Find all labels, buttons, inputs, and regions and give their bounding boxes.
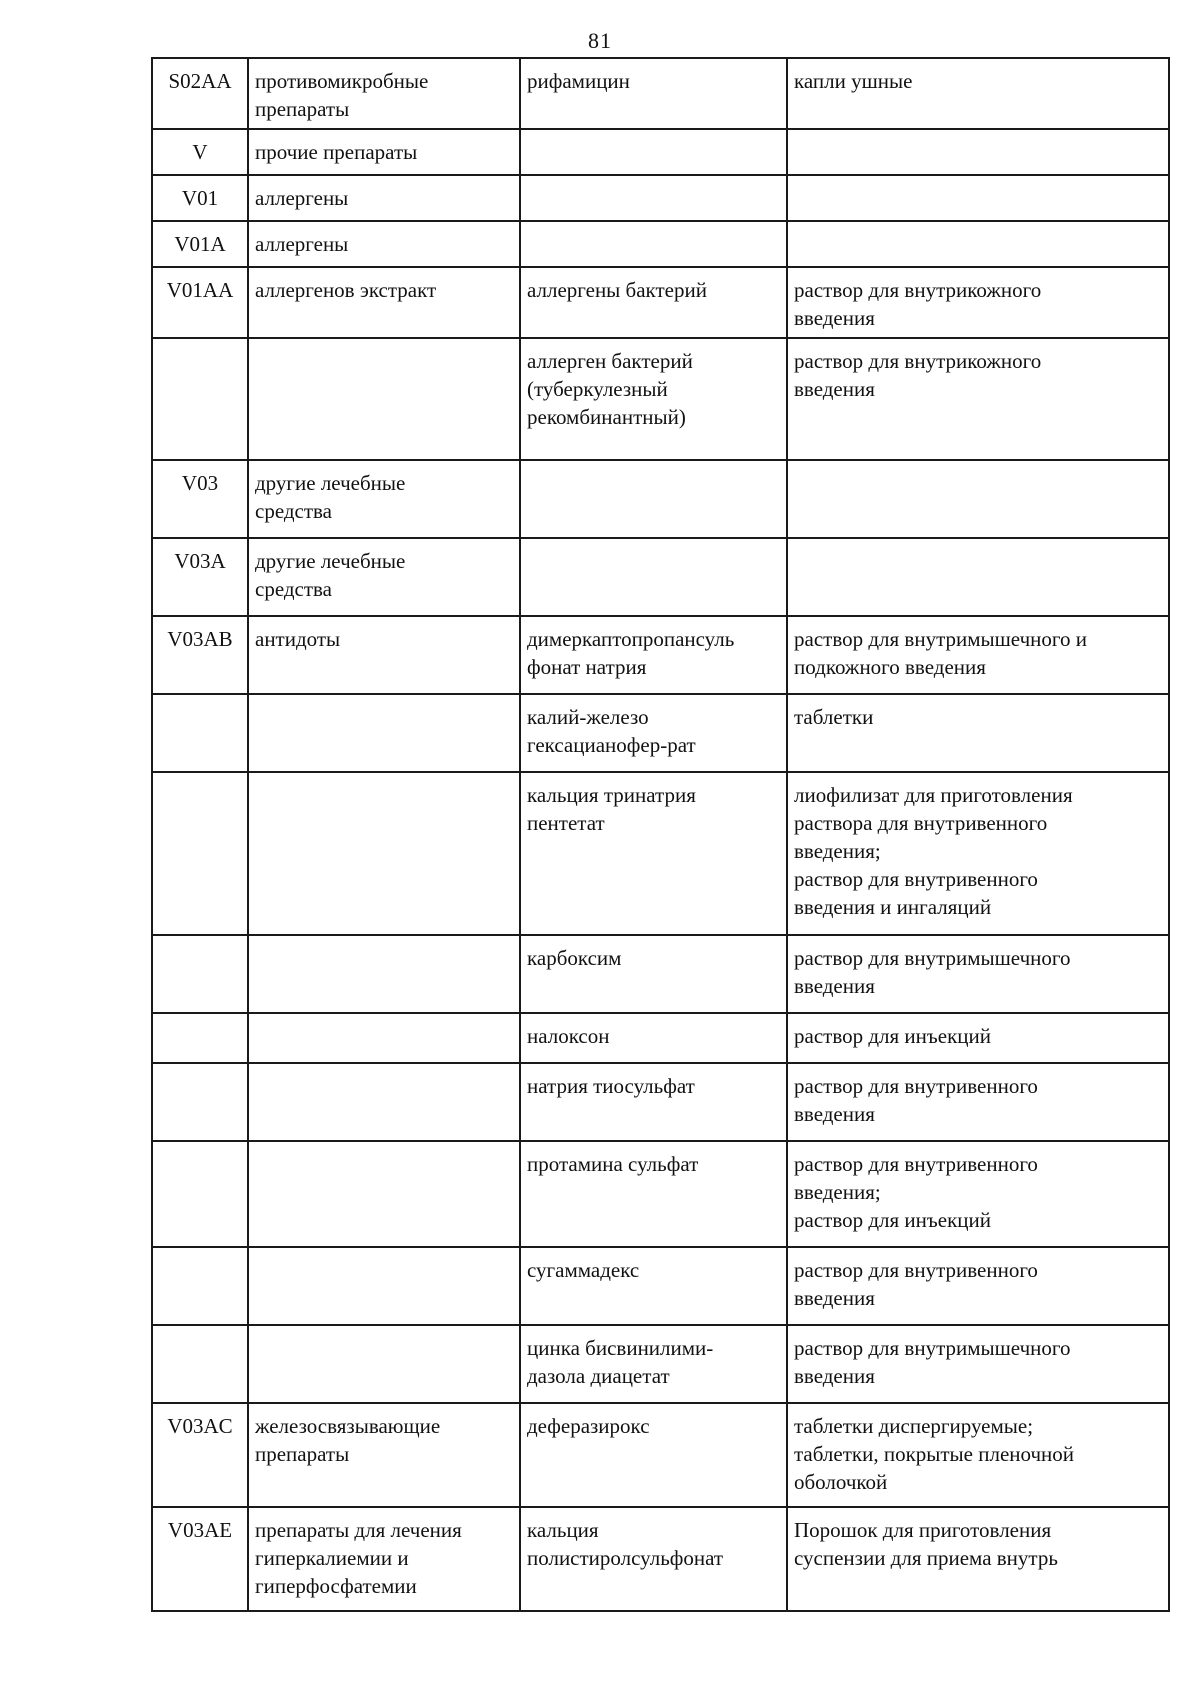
group-name-cell [248,1063,520,1141]
substance-cell: деферазирокс [520,1403,787,1507]
atc-code-cell: V01AA [152,267,248,338]
atc-code-cell [152,1325,248,1403]
atc-code-cell [152,1013,248,1063]
dosage-form-cell [787,460,1169,538]
table-row [152,616,1169,694]
group-name-cell: железосвязывающие препараты [248,1403,520,1507]
dosage-form-cell: раствор для инъекций [787,1013,1169,1063]
table-row [152,338,1169,460]
drug-table-body [152,58,1169,1611]
table-row [152,1141,1169,1247]
group-name-cell: аллергены [248,221,520,267]
page-number: 81 [588,28,612,53]
group-name-cell: противомикробные препараты [248,58,520,129]
atc-code-cell [152,1141,248,1247]
substance-cell [520,460,787,538]
substance-cell: калий-железо гексацианофер-рат [520,694,787,772]
dosage-form-cell: раствор для внутрикожного введения [787,267,1169,338]
table-row [152,460,1169,538]
substance-cell: рифамицин [520,58,787,129]
dosage-form-cell: раствор для внутримышечного введения [787,1325,1169,1403]
atc-code-cell: V03A [152,538,248,616]
substance-cell: протамина сульфат [520,1141,787,1247]
dosage-form-cell: раствор для внутрикожного введения [787,338,1169,460]
dosage-form-cell: капли ушные [787,58,1169,129]
dosage-form-cell [787,129,1169,175]
table-row [152,221,1169,267]
dosage-form-cell: раствор для внутримышечного и подкожного введения [787,616,1169,694]
substance-cell [520,175,787,221]
table-row [152,58,1169,129]
table-row [152,1403,1169,1507]
dosage-form-cell [787,175,1169,221]
substance-cell [520,221,787,267]
table-row [152,129,1169,175]
dosage-form-cell: таблетки диспергируемые; таблетки, покрытые пленочной оболочкой [787,1403,1169,1507]
table-row [152,1247,1169,1325]
table-row [152,772,1169,935]
atc-code-cell [152,1063,248,1141]
substance-cell: аллергены бактерий [520,267,787,338]
dosage-form-cell: таблетки [787,694,1169,772]
substance-cell: налоксон [520,1013,787,1063]
group-name-cell [248,1013,520,1063]
group-name-cell: препараты для лечения гиперкалиемии и гиперфосфатемии [248,1507,520,1611]
drug-table [151,57,1170,1612]
table-row [152,1507,1169,1611]
group-name-cell [248,694,520,772]
dosage-form-cell: раствор для внутримышечного введения [787,935,1169,1013]
table-row [152,267,1169,338]
group-name-cell: антидоты [248,616,520,694]
group-name-cell [248,772,520,935]
group-name-cell: прочие препараты [248,129,520,175]
group-name-cell [248,338,520,460]
atc-code-cell [152,772,248,935]
dosage-form-cell: Порошок для приготовления суспензии для приема внутрь [787,1507,1169,1611]
group-name-cell: другие лечебные средства [248,538,520,616]
atc-code-cell: S02AA [152,58,248,129]
substance-cell: сугаммадекс [520,1247,787,1325]
atc-code-cell: V03AE [152,1507,248,1611]
substance-cell: карбоксим [520,935,787,1013]
dosage-form-cell: раствор для внутривенного введения [787,1063,1169,1141]
table-row [152,1063,1169,1141]
group-name-cell [248,935,520,1013]
substance-cell [520,129,787,175]
substance-cell: аллерген бактерий (туберкулезный рекомбинантный) [520,338,787,460]
group-name-cell: аллергены [248,175,520,221]
substance-cell: цинка бисвинилими- дазола диацетат [520,1325,787,1403]
substance-cell: кальция полистиролсульфонат [520,1507,787,1611]
group-name-cell [248,1247,520,1325]
atc-code-cell [152,338,248,460]
dosage-form-cell [787,538,1169,616]
atc-code-cell [152,1247,248,1325]
atc-code-cell: V03AB [152,616,248,694]
substance-cell: натрия тиосульфат [520,1063,787,1141]
atc-code-cell: V01 [152,175,248,221]
substance-cell: димеркаптопропансуль фонат натрия [520,616,787,694]
atc-code-cell: V03 [152,460,248,538]
dosage-form-cell: раствор для внутривенного введения [787,1247,1169,1325]
substance-cell [520,538,787,616]
table-row [152,538,1169,616]
atc-code-cell [152,935,248,1013]
substance-cell: кальция тринатрия пентетат [520,772,787,935]
atc-code-cell: V03AC [152,1403,248,1507]
table-row [152,935,1169,1013]
dosage-form-cell [787,221,1169,267]
table-row [152,1013,1169,1063]
dosage-form-cell: лиофилизат для приготовления раствора для внутривенного введения; раствор для внутривенного введения и ингаляций [787,772,1169,935]
group-name-cell [248,1141,520,1247]
group-name-cell [248,1325,520,1403]
table-row [152,694,1169,772]
table-row [152,175,1169,221]
group-name-cell: аллергенов экстракт [248,267,520,338]
group-name-cell: другие лечебные средства [248,460,520,538]
atc-code-cell: V01A [152,221,248,267]
atc-code-cell: V [152,129,248,175]
dosage-form-cell: раствор для внутривенного введения; раствор для инъекций [787,1141,1169,1247]
atc-code-cell [152,694,248,772]
table-row [152,1325,1169,1403]
